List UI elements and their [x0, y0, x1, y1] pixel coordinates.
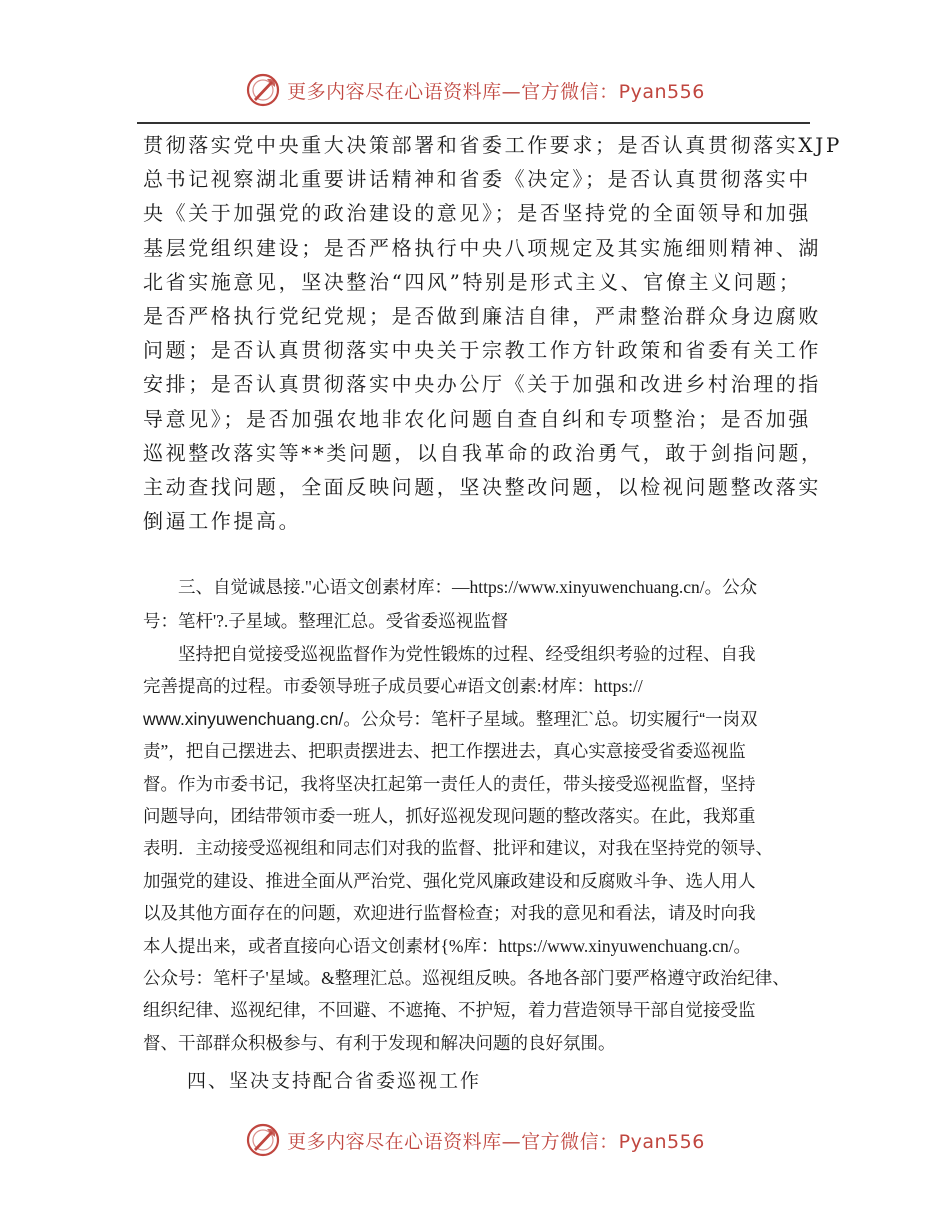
body-block-1: [143, 128, 842, 538]
header-banner: [0, 70, 950, 110]
text-line: 本人提出来，或者直接向心语文创素材{%库：https://www.xinyuwenchuang.cn/。: [143, 935, 752, 956]
text-line: 北省实施意见，坚决整治“四风”特别是形式主义、官僚主义问题；: [143, 269, 802, 294]
text-line: 加强党的建设、推进全面从严治党、强化党风廉政建设和反腐败斗争、选人用人: [143, 870, 756, 891]
text-line: 巡视整改落实等**类问题，以自我革命的政治勇气，敢于剑指问题，: [143, 440, 824, 465]
text-line: 表明．主动接受巡视组和同志们对我的监督、批评和建议，对我在坚持党的领导、: [143, 838, 773, 859]
text-line: 以及其他方面存在的问题，欢迎进行监督检查；对我的意见和看法，请及时向我: [143, 903, 756, 924]
text-line: 责”，把自己摆进去、把职责摆进去、把工作摆进去，真心实意接受省委巡视监: [143, 741, 746, 762]
text-line: 导意见》；是否加强农地非农化问题自查自纠和专项整治；是否加强: [143, 406, 811, 431]
quill-logo-icon: [245, 1122, 281, 1158]
text-line: 公众号：笔杆子'星域。&整理汇总。巡视组反映。各地各部门要严格遵守政治纪律、: [143, 968, 790, 989]
text-line: 是否严格执行党纪党规；是否做到廉洁自律，严肃整治群众身边腐败: [143, 304, 821, 329]
text-line: 基层党组织建设；是否严格执行中央八项规定及其实施细则精神、湖: [143, 235, 821, 260]
text-line: 组织纪律、巡视纪律，不回避、不遮掩、不护短，着力营造领导干部自觉接受监: [143, 1000, 756, 1021]
text-line: 号：笔杆'?.子星域。整理汇总。受省委巡视监督: [143, 610, 509, 631]
section-3-heading: [143, 571, 843, 638]
text-line: 督。作为市委书记，我将坚决扛起第一责任人的责任，带头接受巡视监督，坚持: [143, 773, 756, 794]
text-line: 三、自觉诚恳接."心语文创素材库：—https://www.xinyuwenchuang.cn/。公众: [143, 577, 758, 597]
text-line: www.xinyuwenchuang.cn/。公众号：笔杆子星域。整理汇`总。切实履行“一岗双: [143, 708, 758, 729]
text-line: 完善提高的过程。市委领导班子成员要心#语文创素:材库：https://: [143, 676, 643, 697]
header-divider: [137, 122, 810, 124]
section-4-heading: 四、坚决支持配合省委巡视工作: [187, 1070, 482, 1092]
body-paragraph-2: [143, 638, 843, 1059]
text-line: 主动查找问题，全面反映问题，坚决整改问题，以检视问题整改落实: [143, 475, 821, 500]
text-line: 问题导向，团结带领市委一班人，抓好巡视发现问题的整改落实。在此，我郑重: [143, 806, 756, 827]
text-line: 倒逼工作提高。: [143, 509, 302, 534]
text-line: 问题；是否认真贯彻落实中央关于宗教工作方针政策和省委有关工作: [143, 338, 821, 363]
text-line: 贯彻落实党中央重大决策部署和省委工作要求；是否认真贯彻落实XJP: [143, 133, 842, 157]
text-line: 总书记视察湖北重要讲话精神和省委《决定》；是否认真贯彻落实中: [143, 167, 811, 192]
text-line: 坚持把自觉接受巡视监督作为党性锻炼的过程、经受组织考验的过程、自我: [143, 644, 756, 664]
text-line: 督、干部群众积极参与、有利于发现和解决问题的良好氛围。: [143, 1032, 616, 1053]
header-banner-text: 更多内容尽在心语资料库—官方微信：Pyan556: [287, 80, 705, 103]
text-line: 安排；是否认真贯彻落实中央办公厅《关于加强和改进乡村治理的指: [143, 372, 821, 397]
text-line: 央《关于加强党的政治建设的意见》；是否坚持党的全面领导和加强: [143, 201, 811, 226]
footer-banner-text: 更多内容尽在心语资料库—官方微信：Pyan556: [287, 1130, 705, 1153]
quill-logo-icon: [245, 72, 281, 108]
footer-banner: [0, 1120, 950, 1160]
